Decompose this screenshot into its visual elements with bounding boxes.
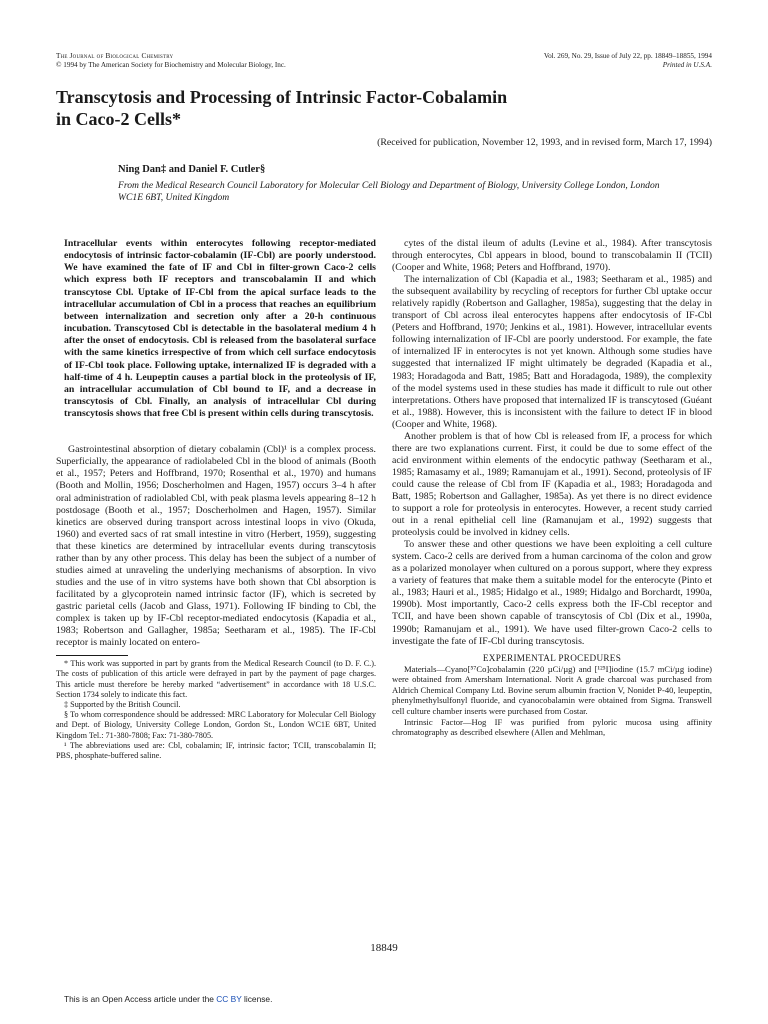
paragraph-continued: cytes of the distal ileum of adults (Levine et al., 1984). After transcytosis through enterocytes, Cbl appears in blood, bound to transcobalamin II (TCII) (Cooper and White, 1968; Peters and Hoffbrand, 1970). [392,238,712,274]
received-dates: (Received for publication, November 12, 1993, and in revised form, March 17, 1994) [377,137,712,148]
footnote-support: ‡ Supported by the British Council. [64,699,181,709]
right-column [392,238,712,902]
license-line [64,994,272,1004]
header-right [544,52,712,70]
citation-line: Vol. 269, No. 29, Issue of July 22, pp. 18849–18855, 1994 [543,52,712,60]
footnote-rule [56,655,128,656]
journal-header [56,52,712,76]
intro-paragraph: Gastrointestinal absorption of dietary cobalamin (Cbl)¹ is a complex process. Superficially, the appearance of radiolabeled Cbl in the blood of animals (Booth et al., 1957; Peters and Hoffbrand, 1970; Rosenthal et al., 1970) and humans (Booth and Mollin, 1956; Doscherholmen and Hagen, 1957) occurs 3–4 h after oral administration of radiolabled Cbl, with peak plasma levels appearing 8–12 h postdosage (Booth et al., 1957; Doscherholmen and Hagen, 1957). Similar kinetics are observed during transport across intestinal loops in vivo (Okuda, 1960) and everted sacs of rat small intestine in vitro (Herbert, 1959), suggesting that these kinetics are determined by intracellular events during transcytosis rather than by any other process. This delay has been the subject of a number of studies aimed at unraveling the underlying mechanisms of absorption. In vivo studies and the use of in vitro systems have both shown that Cbl absorption is facilitated by a glycoprotein named intrinsic factor (IF), which is secreted by gastric parietal cells (Jacob and Glass, 1971). Following IF binding to Cbl, the complex is taken up by IF-Cbl receptor-mediated endocytosis (Kapadia et al., 1983; Robertson and Gallagher, 1985a; Seetharam et al., 1985). The IF-Cbl receptor is mainly located on entero- [56,444,376,649]
copyright-line: © 1994 by The American Society for Biochemistry and Molecular Biology, Inc. [56,61,286,69]
abstract: Intracellular events within enterocytes following receptor-mediated endocytosis of intrinsic factor-cobalamin (IF-Cbl) are poorly understood. We have examined the fate of IF and Cbl in filter-grown Caco-2 cells which express both IF receptors and transcobalamin II and which transcytose Cbl. Uptake of IF-Cbl from the apical surface leads to the intracellular accumulation of Cbl in a process that reaches an equilibrium between internalization and secretion only after a 20-h continuous incubation. Transcytosed Cbl is detectable in the basolateral medium 4 h after the onset of endocytosis. Cbl is released from the basolateral surface with the same kinetics irrespective of from which cell surface endocytosis of IF-Cbl took place. Following uptake, internalized IF is degraded with a half-time of 4 h. Leupeptin causes a partial block in the proteolysis of IF, an intracellular accumulation of Cbl bound to IF, and a decrease in transcytosis of Cbl. Finally, an analysis of intracellular Cbl during transcytosis shows that free Cbl is present within cells during transcytosis. [64,238,376,420]
license-suffix: license. [244,994,273,1004]
journal-name: The Journal of Biological Chemistry [56,52,174,60]
methods-intrinsic-factor: Intrinsic Factor—Hog IF was purified from pyloric mucosa using affinity chromatography as described elsewhere (Allen and Mehlman, [392,716,712,738]
left-column [56,238,376,902]
cc-by-link[interactable]: CC BY [216,994,242,1004]
paragraph-release: Another problem is that of how Cbl is released from IF, a process for which there are two explanations current. First, it could be due to some effect of the acid environment within elements of the endocytic pathway (Seetharam et al., 1985; Ramasamy et al., 1989; Ramanujam et al., 1991). Second, proteolysis of IF could cause the release of Cbl from IF (Kapadia et al., 1983; Horadagoda and Batt, 1985; Robertson and Gallagher, 1985a). As yet there is no direct evidence to support a role for proteolysis in enterocytes. However, a recent study carried out in a renal epithelial cell line (Ramanujam et al., 1992) suggests that proteolysis could be involved in kidney cells. [392,430,712,539]
header-left [56,52,286,70]
article-title [56,86,712,130]
license-prefix: This is an Open Access article under the [64,994,214,1004]
page-number: 18849 [370,942,398,954]
paragraph-caco2: To answer these and other questions we have been exploiting a cell culture system. Caco-2 cells are derived from a human carcinoma of the colon and grow as a polarized monolayer when cultured on a porous support, where they express a variety of features that make them a suitable model for the enterocyte (Pinto et al., 1983; Hauri et al., 1985; Hidalgo et al., 1989; Hidalgo and Borchardt, 1990a, 1990b). Most importantly, Caco-2 cells express both the IF-Cbl receptor and TCII, and have been shown capable of transcytosis of Cbl (Dix et al., 1990a, 1990b; Ramanujam et al., 1991). We have used filter-grown Caco-2 cells to investigate the fate of IF-Cbl during transcytosis. [392,539,712,647]
section-heading: EXPERIMENTAL PROCEDURES [482,652,622,663]
footnotes [56,659,376,761]
title-line-2: in Caco-2 Cells* [56,109,181,129]
footnote-funding: * This work was supported in part by grants from the Medical Research Council (to D. F. C.). The costs of publication of this article were defrayed in part by the payment of page charges. This article must therefore be hereby marked “advertisement” in accordance with 18 U.S.C. Section 1734 solely to indicate this fact. [56,659,376,699]
affiliation: From the Medical Research Council Laboratory for Molecular Cell Biology and Department of Biology, University College London, London WC1E 6BT, United Kingdom [118,180,660,203]
printed-in: Printed in U.S.A. [662,61,712,69]
footnote-abbreviations: ¹ The abbreviations used are: Cbl, cobalamin; IF, intrinsic factor; TCII, transcobalamin II; PBS, phosphate-buffered saline. [56,740,376,760]
title-line-1: Transcytosis and Processing of Intrinsic Factor-Cobalamin [56,87,508,107]
methods-materials: Materials—Cyano[⁵⁷Co]cobalamin (220 µCi/µg) and [¹²⁵I]iodine (15.7 mCi/µg iodine) were obtained from Amersham International. Norit A grade charcoal was purchased from Aldrich Chemical Company Ltd. Bovine serum albumin fraction V, Nonidet P-40, leupeptin, phenylmethylsulfonyl fluoride, and cyanocobalamin were obtained from Sigma. Transwell cell culture chamber inserts were purchased from Costar. [392,663,712,716]
paragraph-internalization: The internalization of Cbl (Kapadia et al., 1983; Seetharam et al., 1985) and the subsequent availability by recycling of receptors for further Cbl uptake occur relatively rapidly (Robertson and Gallagher, 1985a), suggesting that the delay in transport of Cbl across ileal enterocytes happens after endocytosis of IF-Cbl (Peters and Hoffbrand, 1970; Jenkins et al., 1981). However, intracellular events following internalization of IF-Cbl are poorly understood. For example, the fate of internalized IF in enterocytes is not yet known. Although some studies have suggested that internalized IF might ultimately be degraded (Kapadia et al., 1983; Horadagoda and Batt, 1985; Batt and Horadagoda, 1989), the complexity of the model systems used in these studies has made it difficult to rule out other interpretations. Others have proposed that internalized IF is transcytosed (Guéant et al., 1988). However, this is inconsistent with the failure to detect IF in blood (Cooper and White, 1968). [392,274,712,430]
article-page [56,52,712,972]
body-columns [56,238,712,902]
footnote-correspondence: § To whom correspondence should be addressed: MRC Laboratory for Molecular Cell Biology and Dept. of Biology, University College London, Gordon St., London WC1E 6BT, United Kingdom Tel.: 71-380-7808; Fax: 71-380-7805. [56,710,376,740]
authors: Ning Dan‡ and Daniel F. Cutler§ [118,164,266,175]
